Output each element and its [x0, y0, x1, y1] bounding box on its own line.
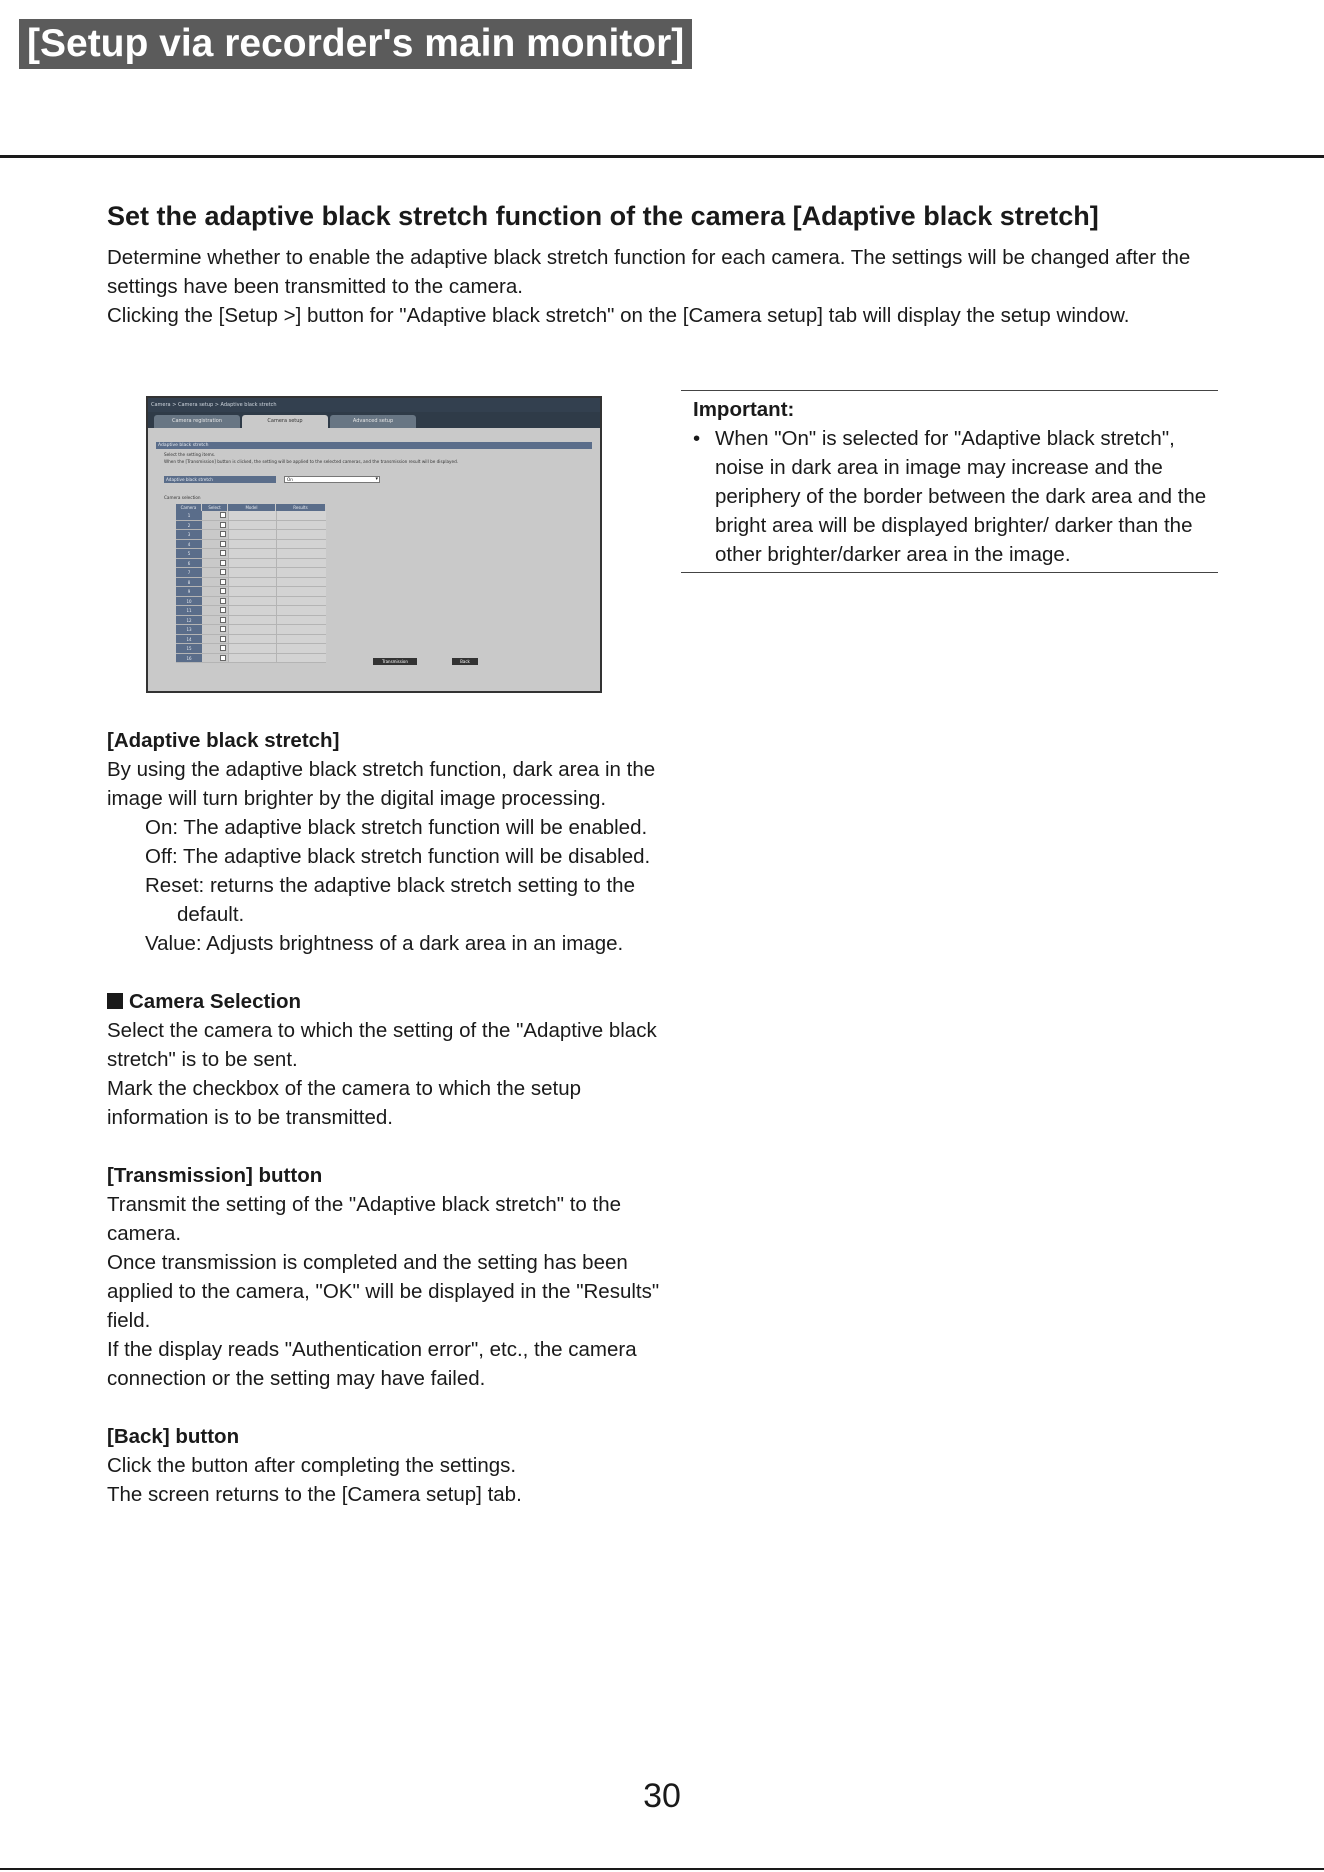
abs-option: Value: Adjusts brightness of a dark area in an image.	[145, 932, 624, 955]
camera-checkbox	[202, 578, 228, 587]
abs-option: On: The adaptive black stretch function will be enabled.	[145, 816, 648, 839]
model-cell	[228, 635, 276, 644]
checkbox-icon	[220, 541, 226, 547]
results-cell	[276, 654, 326, 663]
camera-number: 7	[176, 568, 202, 577]
section-title: Set the adaptive black stretch function of the camera [Adaptive black stretch]	[107, 201, 1099, 231]
model-cell	[228, 549, 276, 558]
tab-camera-setup: Camera setup	[242, 415, 328, 428]
results-cell	[276, 530, 326, 539]
intro-paragraph: Clicking the [Setup >] button for "Adaptive black stretch" on the [Camera setup] tab will display the setup window.	[107, 304, 1130, 327]
camera-table-row	[176, 578, 326, 588]
column-header: Camera	[176, 504, 202, 511]
camera-table-row	[176, 559, 326, 569]
screenshot-camera-selection-label: Camera selection	[164, 495, 201, 500]
camera-number: 15	[176, 644, 202, 653]
checkbox-icon	[220, 655, 226, 661]
intro-paragraph: Determine whether to enable the adaptive black stretch function for each camera. The settings will be changed after the settings have been transmitted to the camera.	[107, 246, 1191, 298]
camera-table-row	[176, 521, 326, 531]
results-cell	[276, 549, 326, 558]
abs-heading: [Adaptive black stretch]	[107, 729, 340, 752]
checkbox-icon	[220, 531, 226, 537]
camera-table-row	[176, 616, 326, 626]
camera-checkbox	[202, 654, 228, 663]
results-cell	[276, 587, 326, 596]
camera-number: 4	[176, 540, 202, 549]
column-header: Model	[228, 504, 276, 511]
camera-checkbox	[202, 625, 228, 634]
camera-number: 6	[176, 559, 202, 568]
camera-number: 1	[176, 511, 202, 520]
camera-table-row	[176, 568, 326, 578]
model-cell	[228, 559, 276, 568]
screenshot-transmission-button: Transmission	[373, 658, 417, 665]
important-text: When "On" is selected for "Adaptive black stretch", noise in dark area in image may increase and the periphery of the border between the dark area and the bright area will be displayed brighter/ darker than the other brighter/darker area in the image.	[715, 427, 1207, 566]
camera-checkbox	[202, 549, 228, 558]
camera-number: 3	[176, 530, 202, 539]
results-cell	[276, 559, 326, 568]
camera-checkbox	[202, 606, 228, 615]
checkbox-icon	[220, 588, 226, 594]
screenshot-hint: Select the setting items.	[164, 452, 216, 457]
camera-number: 16	[176, 654, 202, 663]
camera-checkbox	[202, 568, 228, 577]
camera-number: 9	[176, 587, 202, 596]
screenshot-tab-bar	[148, 412, 600, 428]
checkbox-icon	[220, 569, 226, 575]
results-cell	[276, 521, 326, 530]
tab-camera-registration: Camera registration	[154, 415, 240, 428]
checkbox-icon	[220, 579, 226, 585]
back-text: Click the button after completing the settings.	[107, 1454, 517, 1477]
results-cell	[276, 597, 326, 606]
column-header: Select	[202, 504, 228, 511]
screenshot-breadcrumb: Camera > Camera setup > Adaptive black stretch	[148, 398, 600, 412]
results-cell	[276, 625, 326, 634]
camera-number: 14	[176, 635, 202, 644]
camera-number: 10	[176, 597, 202, 606]
camera-number: 2	[176, 521, 202, 530]
camera-table-row	[176, 530, 326, 540]
camera-table-row	[176, 644, 326, 654]
results-cell	[276, 606, 326, 615]
screenshot-field-label: Adaptive black stretch	[164, 476, 276, 483]
square-bullet-icon	[107, 993, 123, 1009]
body-column	[107, 726, 667, 1509]
important-note	[681, 390, 1218, 573]
model-cell	[228, 568, 276, 577]
camera-checkbox	[202, 616, 228, 625]
back-text: The screen returns to the [Camera setup] tab.	[107, 1483, 522, 1506]
camera-table-row	[176, 606, 326, 616]
transmission-text: Once transmission is completed and the setting has been applied to the camera, "OK" will be displayed in the "Results" field.	[107, 1251, 660, 1332]
intro-text	[107, 243, 1237, 330]
footer-divider	[0, 1868, 1324, 1870]
camera-checkbox	[202, 597, 228, 606]
abs-description: By using the adaptive black stretch function, dark area in the image will turn brighter by the digital image processing.	[107, 758, 656, 810]
checkbox-icon	[220, 645, 226, 651]
camera-number: 11	[176, 606, 202, 615]
camera-table-row	[176, 625, 326, 635]
camera-checkbox	[202, 587, 228, 596]
checkbox-icon	[220, 626, 226, 632]
camera-selection-heading	[107, 987, 667, 1016]
screenshot-field-value: On	[287, 477, 293, 482]
tab-advanced-setup: Advanced setup	[330, 415, 416, 428]
camera-table-row	[176, 587, 326, 597]
checkbox-icon	[220, 550, 226, 556]
camera-checkbox	[202, 635, 228, 644]
important-bullet	[693, 424, 1218, 569]
camera-table-row	[176, 654, 326, 664]
camera-checkbox	[202, 559, 228, 568]
page-header-tag: [Setup via recorder's main monitor]	[19, 19, 692, 69]
camera-table-row	[176, 597, 326, 607]
results-cell	[276, 644, 326, 653]
camera-table-row	[176, 540, 326, 550]
screenshot-section-strip: Adaptive black stretch	[156, 442, 592, 449]
results-cell	[276, 568, 326, 577]
camera-number: 13	[176, 625, 202, 634]
screenshot-back-button: Back	[452, 658, 478, 665]
bullet-icon: •	[693, 427, 701, 450]
camera-checkbox	[202, 511, 228, 520]
camera-checkbox	[202, 644, 228, 653]
results-cell	[276, 540, 326, 549]
model-cell	[228, 625, 276, 634]
camera-checkbox	[202, 540, 228, 549]
abs-option: Off: The adaptive black stretch function will be disabled.	[145, 845, 651, 868]
model-cell	[228, 511, 276, 520]
checkbox-icon	[220, 560, 226, 566]
model-cell	[228, 597, 276, 606]
camera-selection-heading-text: Camera Selection	[129, 990, 302, 1013]
chevron-down-icon: ▾	[375, 476, 378, 482]
checkbox-icon	[220, 512, 226, 518]
model-cell	[228, 540, 276, 549]
results-cell	[276, 511, 326, 520]
model-cell	[228, 521, 276, 530]
checkbox-icon	[220, 636, 226, 642]
results-cell	[276, 578, 326, 587]
checkbox-icon	[220, 522, 226, 528]
checkbox-icon	[220, 617, 226, 623]
transmission-heading: [Transmission] button	[107, 1164, 323, 1187]
checkbox-icon	[220, 607, 226, 613]
camera-checkbox	[202, 530, 228, 539]
column-header: Results	[276, 504, 326, 511]
camera-table-body	[176, 511, 326, 663]
abs-option: Reset: returns the adaptive black stretch setting to the default.	[145, 874, 635, 926]
camera-table-row	[176, 511, 326, 521]
camera-selection-text: Select the camera to which the setting of the "Adaptive black stretch" is to be sent.	[107, 1019, 657, 1071]
model-cell	[228, 578, 276, 587]
model-cell	[228, 616, 276, 625]
header-divider	[0, 155, 1324, 158]
results-cell	[276, 616, 326, 625]
camera-selection-text: Mark the checkbox of the camera to which the setup information is to be transmitted.	[107, 1077, 582, 1129]
camera-checkbox	[202, 521, 228, 530]
model-cell	[228, 606, 276, 615]
screenshot-hint: When the [Transmission] button is clicked, the setting will be applied to the selected cameras, and the transmission result will be displayed.	[164, 459, 459, 464]
camera-number: 8	[176, 578, 202, 587]
important-heading: Important:	[693, 398, 795, 421]
camera-table-row	[176, 549, 326, 559]
checkbox-icon	[220, 598, 226, 604]
results-cell	[276, 635, 326, 644]
page-number: 30	[643, 1777, 681, 1815]
camera-number: 12	[176, 616, 202, 625]
back-heading: [Back] button	[107, 1425, 240, 1448]
camera-table-header	[176, 504, 326, 511]
model-cell	[228, 654, 276, 663]
model-cell	[228, 644, 276, 653]
camera-number: 5	[176, 549, 202, 558]
screenshot-field-select	[284, 476, 380, 483]
model-cell	[228, 587, 276, 596]
transmission-text: If the display reads "Authentication error", etc., the camera connection or the setting may have failed.	[107, 1338, 637, 1390]
camera-table-row	[176, 635, 326, 645]
transmission-text: Transmit the setting of the "Adaptive black stretch" to the camera.	[107, 1193, 622, 1245]
model-cell	[228, 530, 276, 539]
setup-window-screenshot	[146, 396, 602, 693]
screenshot-camera-table	[176, 504, 326, 663]
